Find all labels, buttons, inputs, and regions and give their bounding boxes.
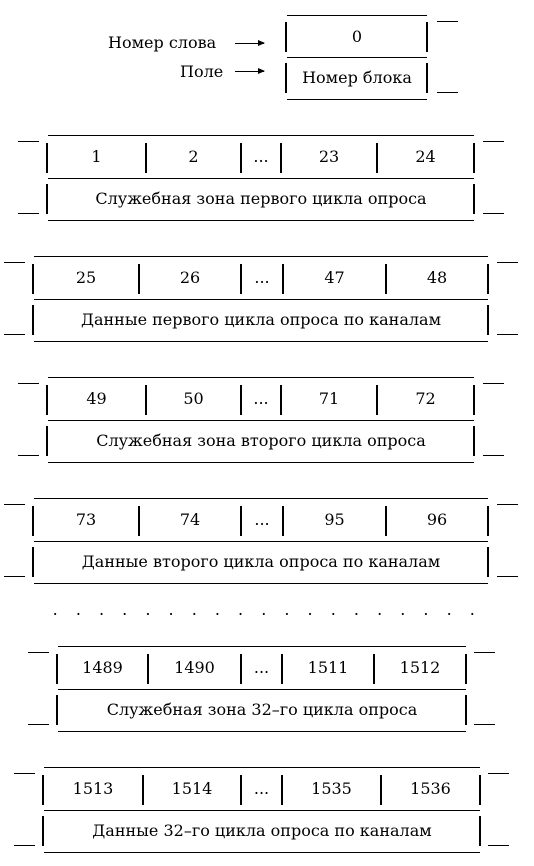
block-top-line bbox=[34, 498, 488, 499]
field-arrow bbox=[235, 71, 264, 72]
field-label-cell: Служебная зона второго цикла опроса bbox=[96, 431, 426, 450]
word-number-cell: 48 bbox=[426, 268, 448, 287]
word-number-cell: 49 bbox=[86, 389, 107, 408]
block-bottom-tick-left bbox=[4, 576, 25, 577]
block-bottom-tick-left bbox=[4, 334, 25, 335]
block-top-tick-left bbox=[4, 262, 25, 263]
word-number-cell: 1535 bbox=[311, 779, 352, 798]
word-number-cell: 50 bbox=[183, 389, 204, 408]
block-bottom-line bbox=[34, 583, 488, 584]
block-top-tick-right bbox=[474, 652, 495, 653]
block-bottom-line bbox=[48, 462, 474, 463]
block-row-border bbox=[465, 654, 467, 684]
ellipsis-cell: ... bbox=[253, 658, 270, 677]
legend-block-label: Номер блока bbox=[302, 68, 412, 87]
word-number-cell: 24 bbox=[415, 147, 436, 166]
omitted-blocks-ellipsis: . . . . . . . . . . . . . . . . . . . bbox=[52, 600, 482, 619]
word-number-cell: 1536 bbox=[410, 779, 451, 798]
word-number-cell: 1512 bbox=[399, 658, 441, 677]
block-top-tick-left bbox=[18, 141, 39, 142]
legend-tick-bottom bbox=[437, 92, 458, 93]
word-number-cell: 25 bbox=[75, 268, 97, 287]
block-top-line bbox=[34, 256, 488, 257]
word-number-cell: 2 bbox=[188, 147, 199, 166]
ellipsis-cell: ... bbox=[254, 268, 270, 287]
word-number-cell: 71 bbox=[318, 389, 340, 408]
legend-top-line bbox=[287, 15, 427, 16]
block-bottom-tick-right bbox=[488, 845, 509, 846]
block-top-tick-right bbox=[483, 383, 504, 384]
word-number-cell: 1489 bbox=[82, 658, 123, 677]
field-label-cell: Служебная зона 32–го цикла опроса bbox=[106, 700, 418, 719]
block-top-tick-left bbox=[18, 383, 39, 384]
block-bottom-line bbox=[44, 852, 480, 853]
word-number-cell: 74 bbox=[179, 510, 201, 529]
block-top-tick-left bbox=[14, 773, 35, 774]
word-number-cell: 73 bbox=[75, 510, 97, 529]
legend-mid-line bbox=[287, 57, 427, 58]
block-top-tick-right bbox=[497, 262, 518, 263]
field-label-cell: Данные второго цикла опроса по каналам bbox=[81, 552, 441, 571]
field-label-cell: Данные первого цикла опроса по каналам bbox=[80, 310, 442, 329]
block-top-line bbox=[48, 135, 474, 136]
block-top-tick-right bbox=[488, 773, 509, 774]
block-bottom-tick-right bbox=[497, 576, 518, 577]
word-number-cell: 95 bbox=[324, 510, 345, 529]
block-bottom-tick-right bbox=[483, 213, 504, 214]
block-row-border bbox=[479, 775, 481, 805]
block-top-tick-right bbox=[497, 504, 518, 505]
word-number-cell: 1511 bbox=[307, 658, 349, 677]
ellipsis-cell: ... bbox=[253, 147, 269, 166]
block-top-line bbox=[44, 767, 480, 768]
word-number-cell: 1490 bbox=[174, 658, 215, 677]
block-mid-line bbox=[34, 541, 488, 542]
legend-tick-top bbox=[437, 21, 458, 22]
block-top-line bbox=[58, 646, 466, 647]
word-number-cell: 1 bbox=[91, 147, 102, 166]
block-mid-line bbox=[48, 420, 474, 421]
word-number-cell: 47 bbox=[324, 268, 345, 287]
word-number-cell: 1514 bbox=[171, 779, 213, 798]
block-bottom-tick-right bbox=[497, 334, 518, 335]
block-mid-line bbox=[44, 810, 480, 811]
block-bottom-tick-left bbox=[14, 845, 35, 846]
block-top-tick-left bbox=[4, 504, 25, 505]
block-bottom-line bbox=[58, 731, 466, 732]
block-mid-line bbox=[34, 299, 488, 300]
word-number-cell: 96 bbox=[426, 510, 448, 529]
word-number-cell: 23 bbox=[318, 147, 340, 166]
block-bottom-tick-left bbox=[28, 724, 49, 725]
word-number-cell: 72 bbox=[415, 389, 436, 408]
word-number-label: Номер слова bbox=[108, 33, 217, 52]
field-label-cell: Данные 32–го цикла опроса по каналам bbox=[92, 821, 432, 840]
block-mid-line bbox=[58, 689, 466, 690]
block-row-border bbox=[473, 143, 475, 173]
legend-word-value: 0 bbox=[351, 27, 363, 46]
word-number-arrow bbox=[235, 43, 264, 44]
block-bottom-line bbox=[34, 341, 488, 342]
field-label-cell: Служебная зона первого цикла опроса bbox=[95, 189, 427, 208]
block-mid-line bbox=[48, 178, 474, 179]
field-label: Поле bbox=[180, 62, 224, 81]
ellipsis-cell: ... bbox=[253, 389, 269, 408]
block-row-border bbox=[473, 385, 475, 415]
block-top-tick-right bbox=[483, 141, 504, 142]
block-bottom-line bbox=[48, 220, 474, 221]
word-number-cell: 1513 bbox=[72, 779, 114, 798]
block-bottom-tick-right bbox=[474, 724, 495, 725]
word-number-cell: 26 bbox=[179, 268, 201, 287]
block-top-line bbox=[48, 377, 474, 378]
legend-bottom-line bbox=[287, 99, 427, 100]
block-bottom-tick-right bbox=[483, 455, 504, 456]
block-bottom-tick-left bbox=[18, 213, 39, 214]
ellipsis-cell: ... bbox=[253, 779, 270, 798]
block-row-border bbox=[487, 264, 489, 294]
block-bottom-tick-left bbox=[18, 455, 39, 456]
block-row-border bbox=[487, 506, 489, 536]
ellipsis-cell: ... bbox=[254, 510, 270, 529]
block-top-tick-left bbox=[28, 652, 49, 653]
